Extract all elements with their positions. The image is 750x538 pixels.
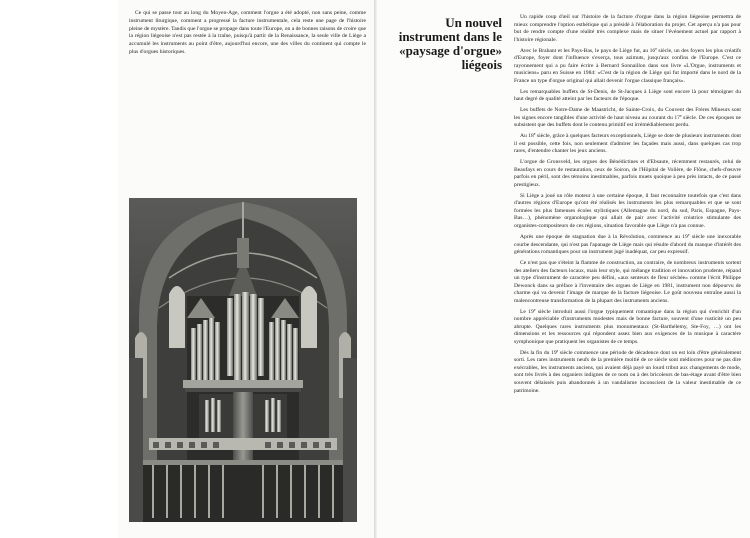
article-title xyxy=(382,16,502,72)
body-paragraph: Le 19e siècle introduit aussi l'orgue typiquement romantique dans la région qui s'enrichit d'un nombre appréciable d'instruments modestes mais de bonne facture, souvent d'une rusticité un peu abrupte. Quelques rares instruments plus monumentaux (St-Barthélemy, Ste-Foy, …) ont les dimensions et les ressources qui répondent assez bien aux exigences de la musique à caractère symphonique que pratiquent les organistes de ce temps. xyxy=(514,307,741,345)
body-paragraph: Dès la fin du 19e siècle commence une période de décadence dont on est loin d'être généralement sorti. Les rares instruments neufs de la première moitié de ce siècle sont médiocres pour ne pas dire exécrables, les instruments anciens, qui avaient déjà payé un lourd tribut aux changements de mode, sont très livrés à des organiers indignes de ce nom ou à des bricoleurs de bas-étage avant d'être bien souvent délaissés puis abandonnés à un vandalisme inconscient de la valeur inestimable de ce patrimoine. xyxy=(514,348,741,394)
body-paragraph: Ce n'est pas que s'éteint la flamme de construction, au contraire, de nombreux instruments sortent des ateliers des facteurs locaux, mais leur style, qui mélange tradition et innovation prudente, répand un type d'instrument de caractère peu défini, «aux senteurs de fleur séchée» comme l'écrit Philippe Dewonck dans sa préface à l'inventaire des orgues de Liège en 1981, instrument non dépourvu de charme qui va devenir l'image de marque de la facture liégeoise. Le goût nouveau entraîne aussi la malencontreuse transformation de la plupart des instruments anciens. xyxy=(514,259,741,304)
organ-photograph xyxy=(129,198,357,522)
body-paragraph: Au 18e siècle, grâce à quelques facteurs exceptionnels, Liège se dote de plusieurs instruments dont il est possible, cette fois, non seulement d'admirer les façades mais aussi, dans quelques cas trop rares, d'entendre chanter les jeux anciens. xyxy=(514,132,741,155)
body-paragraph: Les remarquables buffets de St-Denis, de St-Jacques à Liège sont encore là pour témoigner du haut degré de qualité atteint par les facteurs de l'époque. xyxy=(514,88,741,103)
body-paragraph: Un rapide coup d'œil sur l'histoire de la facture d'orgue dans la région liégeoise permettra de mieux comprendre l'option esthétique qui a présidé à l'élaboration du projet. Cet aperçu n'a pas pour but de rendre compte d'une réalité très complexe mais de situer l'événement actuel par rapport à l'histoire régionale. xyxy=(514,14,741,43)
body-paragraph: Avec le Brabant et les Pays-Bas, le pays de Liège fut, au 16e siècle, un des foyers les plus créatifs d'Europe, foyer dont l'influence s'exerça, tous azimuts, jusqu'aux confins de l'Europe. C'est ce rayonnement qui a pu faire écrire à Bernard Sonnaillon dans son livre «L'Orgue, instruments et musiciens» paru en Suisse en 1984: «C'est de la région de Liège qui fut importé dans le nord de la France un type d'orgue original qui allait devenir l'orgue classique français». xyxy=(514,46,741,84)
body-paragraph: Si Liège a joué un rôle moteur à une certaine époque, il faut reconnaître toutefois que c'est dans d'autres régions d'Europe qu'ont été réalisés les instruments les plus remarquables et que se sont formées les plus fameuses écoles stylistiques (Allemagne du nord, du sud, Paris, Espagne, Pays-Bas…), phénomène organologique qui allait de pair avec l'activité créatrice stimulante des organistes-compositeurs de ces régions, situation favorable que Liège n'a pas connue. xyxy=(514,192,741,230)
title-line: «paysage d'orgue» xyxy=(399,43,502,58)
intro-paragraph: Ce qui se passe tout au long du Moyen-Age, comment l'orgue a été adopté, non sans peine, comme instrument liturgique, comment a progressé la facture instrumentale, cela reste une page de l'histoire pleine de mystère. Tandis que l'orgue se propage dans toute l'Europe, on a de bonnes raisons de croire que la région liégeoise n'est pas restée à la traîne, puisqu'à partir de la Renaissance, la seule ville de Liège a accumulé les instruments au point d'être, aujourd'hui encore, une des villes du continent qui compte le plus d'orgues historiques. xyxy=(129,10,366,55)
left-margin xyxy=(0,0,118,538)
body-paragraph: Après une époque de stagnation due à la Révolution, commence au 19e siècle une inexorable courbe descendante, qui n'est pas l'apanage de Liège mais qui résulte d'abord du manque d'intérêt des générations romantiques pour un instrument jugé inadéquat, car peu expressif. xyxy=(514,232,741,256)
body-paragraph: L'orgue de Gronsveld, les orgues des Bénédictines et d'Ebsaute, récemment restaurés, celui de Beaufays en cours de restauration, ceux de Soiron, de l'Hôpital de Volière, de Flône, chefs-d'œuvre parfois en péril, sont des témoins inestimables, parfois muets quoique à peu près intacts, de ce passé prestigieux. xyxy=(514,159,741,188)
article-body xyxy=(514,14,741,398)
body-paragraph: Les buffets de Notre-Dame de Maastricht, de Sainte-Croix, du Couvent des Frères Mineurs sont les signes encore tangibles d'une activité de haut niveau au courant du 17e siècle. De ces époques ne subsistent que des buffets dont le contenu primitif est irrémédiablement perdu. xyxy=(514,107,742,129)
title-line: liégeois xyxy=(461,57,502,72)
title-line: Un nouvel xyxy=(445,15,502,30)
organ-photo-illustration xyxy=(129,198,357,522)
title-line: instrument dans le xyxy=(398,29,502,44)
